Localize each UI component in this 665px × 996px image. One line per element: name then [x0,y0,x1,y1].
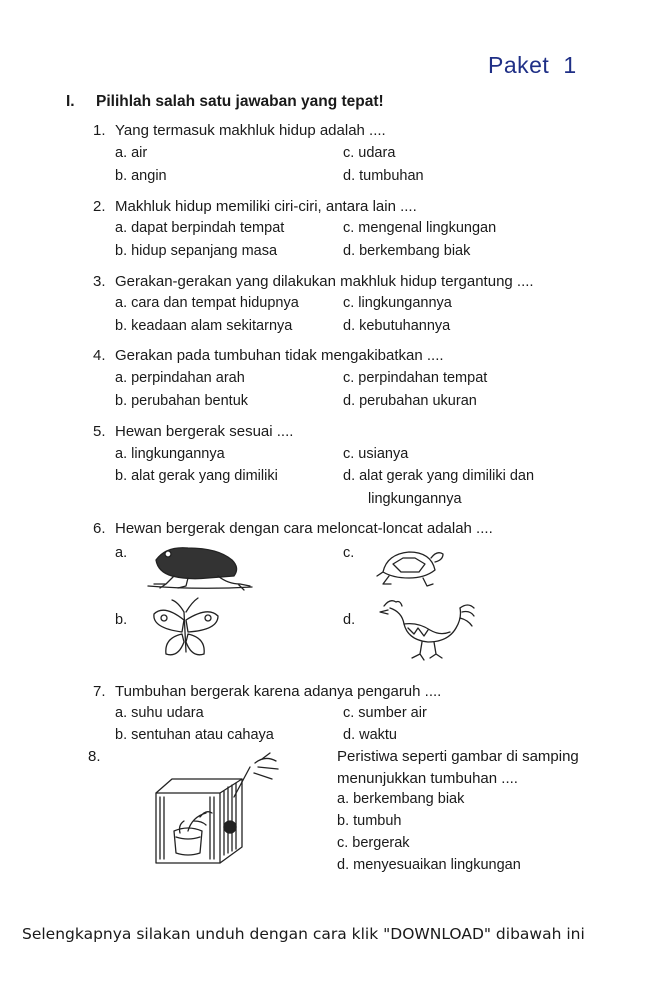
q7-option-c: c. sumber air [343,705,427,721]
plant-box-icon [150,755,295,867]
q7-option-a: a. suhu udara [115,705,204,721]
question-4-text: Gerakan pada tumbuhan tidak mengakibatkan .... [115,347,444,364]
section-text: Pilihlah salah satu jawaban yang tepat! [96,93,384,110]
q2-option-a: a. dapat berpindah tempat [115,220,285,236]
q2-option-d: d. berkembang biak [343,243,471,259]
question-2-text: Makhluk hidup memiliki ciri-ciri, antara lain .... [115,198,417,215]
q5-option-a: a. lingkungannya [115,446,225,462]
question-4-number: 4. [93,347,106,364]
question-1-number: 1. [93,122,106,139]
question-8-text: Peristiwa seperti gambar di samping [337,748,579,765]
q4-option-b: b. perubahan bentuk [115,393,249,409]
q5-option-c: c. usianya [343,446,409,462]
q4-option-d: d. perubahan ukuran [343,393,477,409]
q1-option-d: d. tumbuhan [343,168,424,184]
section-instruction [66,93,384,111]
q8-option-a: a. berkembang biak [337,791,465,807]
q3-option-b: b. keadaan alam sekitarnya [115,318,293,334]
question-6-text: Hewan bergerak dengan cara meloncat-loncat adalah .... [115,520,493,537]
q1-option-b: b. angin [115,168,167,184]
q1-option-a: a. air [115,145,148,161]
question-7-text: Tumbuhan bergerak karena adanya pengaruh .... [115,683,442,700]
question-3-number: 3. [93,273,106,290]
q6-option-b: b. [115,612,128,628]
q5-option-d-continuation: lingkungannya [368,491,462,507]
q4-option-a: a. perpindahan arah [115,370,245,386]
question-2-number: 2. [93,198,106,215]
q8-option-b: b. tumbuh [337,813,402,829]
question-5-number: 5. [93,423,106,440]
q5-option-d: d. alat gerak yang dimiliki dan [343,468,535,484]
q7-option-d: d. waktu [343,727,397,743]
question-8-number: 8. [88,748,101,765]
section-roman: I. [66,93,75,110]
question-1-text: Yang termasuk makhluk hidup adalah .... [115,122,386,139]
turtle-icon [375,540,445,595]
q3-option-a: a. cara dan tempat hidupnya [115,295,299,311]
q2-option-c: c. mengenal lingkungan [343,220,497,236]
butterfly-icon [150,598,222,662]
q3-option-d: d. kebutuhannya [343,318,451,334]
q2-option-b: b. hidup sepanjang masa [115,243,278,259]
paket-number: 1 [563,52,577,78]
q1-option-c: c. udara [343,145,396,161]
q8-option-d: d. menyesuaikan lingkungan [337,857,521,873]
question-7-number: 7. [93,683,106,700]
paket-title [488,52,577,79]
q8-option-c: c. bergerak [337,835,410,851]
q7-option-b: b. sentuhan atau cahaya [115,727,274,743]
rooster-icon [378,598,476,662]
paket-label: Paket [488,52,550,78]
question-5-text: Hewan bergerak sesuai .... [115,423,294,440]
q6-option-c: c. [343,545,355,561]
q6-option-a: a. [115,545,128,561]
q4-option-c: c. perpindahan tempat [343,370,488,386]
q6-option-d: d. [343,612,356,628]
question-8-text-line2: menunjukkan tumbuhan .... [337,770,518,787]
download-instruction: Selengkapnya silakan unduh dengan cara klik "DOWNLOAD" dibawah ini [22,925,585,943]
q5-option-b: b. alat gerak yang dimiliki [115,468,278,484]
frog-icon [148,540,253,592]
question-6-number: 6. [93,520,106,537]
q3-option-c: c. lingkungannya [343,295,452,311]
question-3-text: Gerakan-gerakan yang dilakukan makhluk hidup tergantung .... [115,273,534,290]
